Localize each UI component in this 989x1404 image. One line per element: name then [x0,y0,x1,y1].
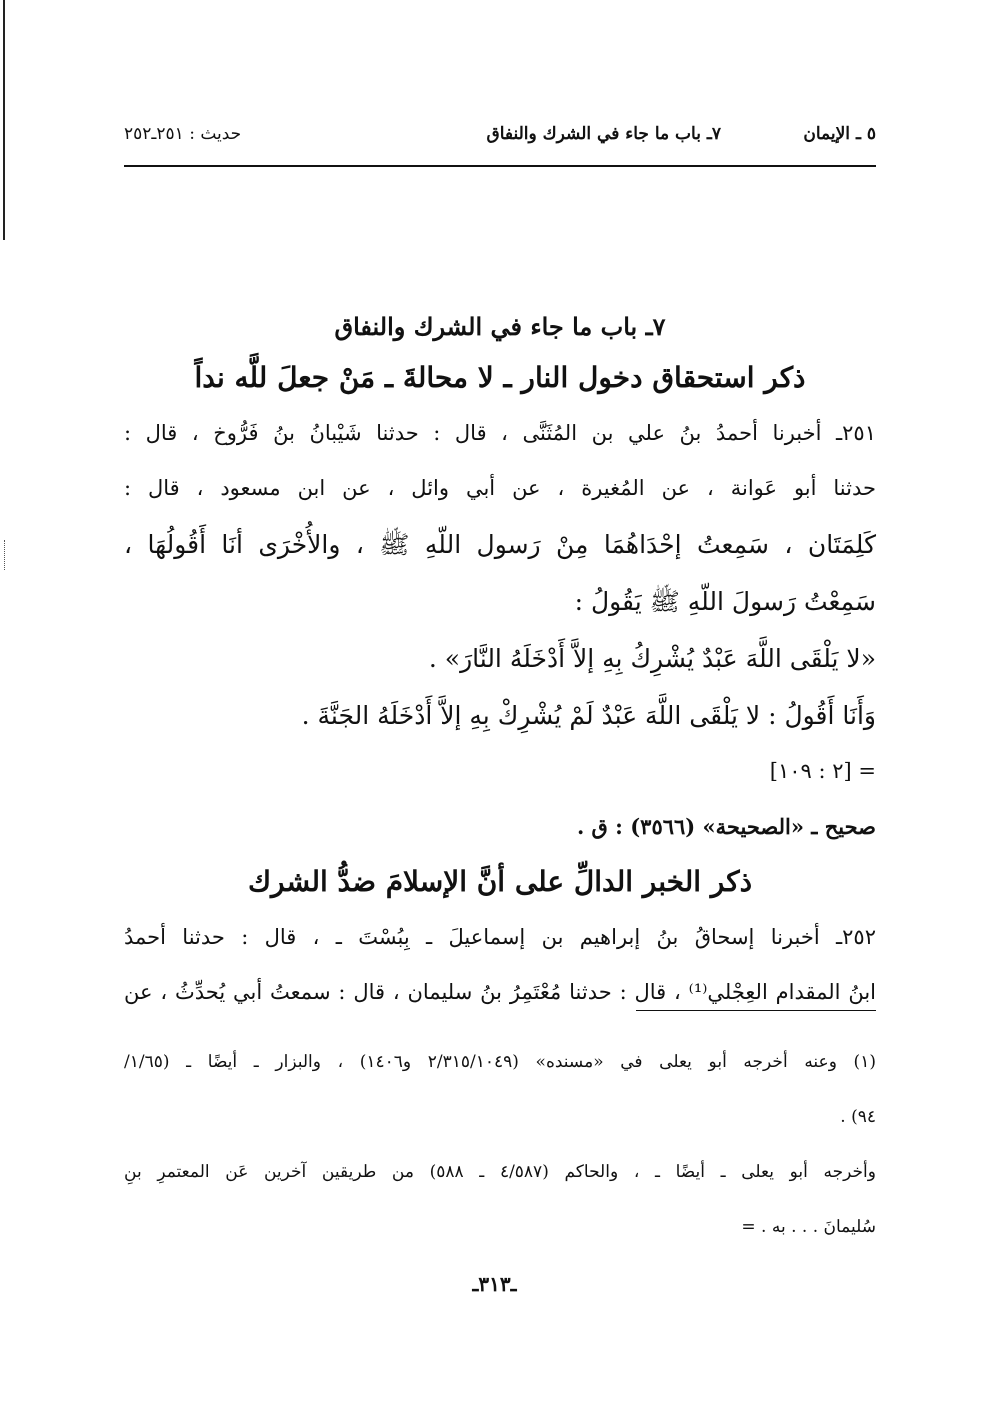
hadith-251-line-5: «لا يَلْقَى اللَّهَ عَبْدٌ يُشْرِكُ بِهِ إلاَّ أَدْخَلَهُ النَّارَ» . [428,644,876,673]
chapter-title: ٧ـ باب ما جاء في الشرك والنفاق [334,312,666,341]
running-header [124,118,876,154]
hadith-251-line-3: كَلِمَتَان ، سَمِعتُ إحْدَاهُمَا مِنْ رَسول اللّهِ ﷺ ، والأُخْرَى أنَا أَقُولُهَا ، [124,530,876,559]
hadith-251-grading: صحيح ـ «الصحيحة» (٣٥٦٦) : ق . [576,814,876,839]
hadith-252-line-2: ابنُ المقدام العِجْلي⁽¹⁾ ، قال : حدثنا مُعْتَمِرُ بنُ سليمان ، قال : سمعتُ أبي يُحدِّثُ ، عن [124,980,876,1004]
footnotes [124,1035,876,1255]
hadith-251-reference: = [٢ : ١٠٩] [769,759,876,783]
section-title-1: ذكر استحقاق دخول النار ـ لا محالةَ ـ مَنْ جعلَ للَّه نداً [194,361,806,394]
header-rule [124,165,876,167]
header-chapter: ٧ـ باب ما جاء في الشرك والنفاق [486,124,721,144]
footnote-line-3: وأخرجه أبو يعلى ـ أيضًا ـ ، والحاكم (٤/٥٨٧ ـ ٥٨٨) من طريقين آخرين عَن المعتمرِ بنِ [124,1162,876,1182]
scan-edge-line [3,0,5,240]
footnote-line-2: ٩٤) . [840,1107,876,1127]
header-hadith-range: حديث : ٢٥١ـ٢٥٢ [124,124,242,144]
hadith-252-line-1: ٢٥٢ـ أخبرنا إسحاقُ بنُ إبراهيم بن إسماعيلَ ـ بِبُسْتَ ـ ، قال : حدثنا أحمدُ [124,925,876,949]
scan-edge-dots [4,540,6,570]
footnote-line-4: سُليمانَ . . . به . = [741,1217,876,1237]
hadith-251-line-1: ٢٥١ـ أخبرنا أحمدُ بنُ علي بن المُثَنَّى ، قال : حدثنا شَيْبانُ بنُ فَرُّوخ ، قال : [124,421,876,445]
page-body [124,304,876,1020]
page-number: ـ٣١٣ـ [472,1272,517,1296]
footnote-line-1: (١) وعنه أخرجه أبو يعلى في «مسنده» (٢/٣١٥/١٠٤٩ و١٤٠٦) ، والبزار ـ أيضًا ـ (١/٦٥/ [124,1052,876,1072]
section-title-2: ذكر الخبر الدالِّ على أنَّ الإسلامَ ضدُّ الشرك [247,865,753,898]
hadith-251-line-6: وَأَنَا أَقُولُ : لا يَلْقَى اللَّهَ عَبْدٌ لَمْ يُشْرِكْ بِهِ إلاَّ أَدْخَلَهُ الجَنَّةَ . [301,701,876,730]
footnote-rule [636,1010,876,1011]
hadith-251-line-2: حدثنا أبو عَوانة ، عن المُغيرة ، عن أبي وائل ، عن ابن مسعود ، قال : [124,476,876,500]
hadith-251-line-4: سَمِعْتُ رَسولَ اللّهِ ﷺ يَقُولُ : [574,587,876,616]
header-book-section: ٥ ـ الإيمان [803,124,876,144]
